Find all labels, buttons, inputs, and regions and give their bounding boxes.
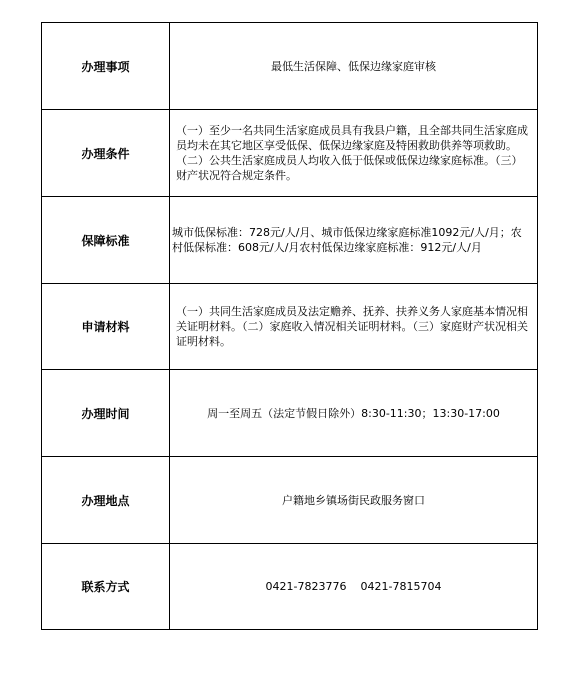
row-label-item: 办理事项	[42, 23, 170, 110]
row-value-contact: 0421-7823776 0421-7815704	[170, 544, 538, 630]
row-label-hours: 办理时间	[42, 370, 170, 457]
table-row-conditions	[42, 110, 538, 197]
row-value-location: 户籍地乡镇场街民政服务窗口	[170, 457, 538, 544]
row-label-contact: 联系方式	[42, 544, 170, 630]
row-label-materials: 申请材料	[42, 284, 170, 370]
table-row-hours	[42, 370, 538, 457]
table-row-item	[42, 23, 538, 110]
table-row-location	[42, 457, 538, 544]
table-row-contact	[42, 544, 538, 630]
row-label-location: 办理地点	[42, 457, 170, 544]
row-value-hours: 周一至周五（法定节假日除外）8:30-11:30；13:30-17:00	[170, 370, 538, 457]
row-value-materials: （一）共同生活家庭成员及法定赡养、抚养、扶养义务人家庭基本情况相关证明材料。（二）家庭收入情况相关证明材料。（三）家庭财产状况相关证明材料。	[170, 284, 538, 370]
service-info-table	[41, 22, 538, 630]
row-value-standards: 城市低保标准：728元/人/月、城市低保边缘家庭标准1092元/人/月；农村低保标准：608元/人/月农村低保边缘家庭标准：912元/人/月	[170, 197, 538, 284]
table-row-materials	[42, 284, 538, 370]
row-label-conditions: 办理条件	[42, 110, 170, 197]
row-label-standards: 保障标准	[42, 197, 170, 284]
table-row-standards	[42, 197, 538, 284]
row-value-conditions: （一）至少一名共同生活家庭成员具有我县户籍，且全部共同生活家庭成员均未在其它地区享受低保、低保边缘家庭及特困救助供养等项救助。（二）公共生活家庭成员人均收入低于低保或低保边缘家庭标准。（三）财产状况符合规定条件。	[170, 110, 538, 197]
row-value-item: 最低生活保障、低保边缘家庭审核	[170, 23, 538, 110]
